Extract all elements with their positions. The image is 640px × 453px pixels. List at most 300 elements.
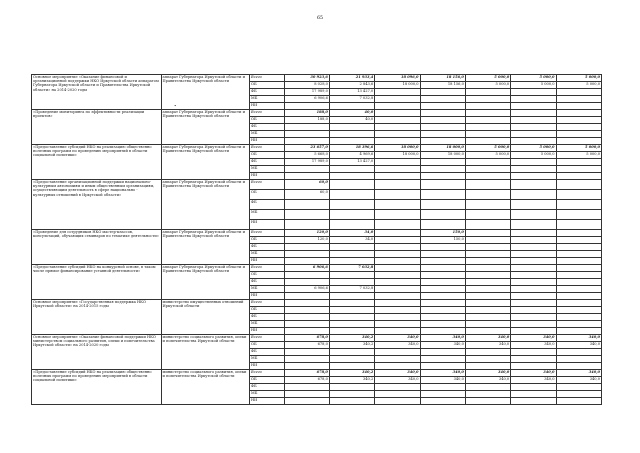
funding-source-cell: МБ <box>250 166 285 173</box>
amount-cell <box>329 138 374 145</box>
amount-cell <box>375 220 420 230</box>
amount-cell <box>465 96 510 103</box>
amount-cell <box>284 279 329 286</box>
amount-cell <box>465 356 510 363</box>
amount-cell <box>465 210 510 220</box>
amount-cell <box>511 230 556 237</box>
amount-cell <box>465 286 510 293</box>
amount-cell: 5 000,0 <box>465 82 510 89</box>
amount-cell: 23 657,0 <box>284 145 329 152</box>
amount-cell <box>556 384 601 391</box>
amount-cell <box>375 307 420 314</box>
amount-cell <box>375 103 420 110</box>
amount-cell <box>420 328 465 335</box>
page-number: 65 <box>316 16 324 21</box>
activity-name-cell: Основное мероприятие «Оказание финансовой и организационной поддержки НКО Иркутской области аппаратом Губернатора Иркутской области и Правительства Иркутской области» на 2014-2020 годы <box>32 75 162 110</box>
amount-cell <box>420 272 465 279</box>
funding-source-cell: ОБ <box>250 377 285 384</box>
amount-cell <box>465 293 510 300</box>
amount-cell <box>511 89 556 96</box>
amount-cell <box>375 124 420 131</box>
amount-cell <box>511 286 556 293</box>
funding-source-cell: ОБ <box>250 190 285 200</box>
amount-cell <box>420 244 465 251</box>
amount-cell: 340,0 <box>556 335 601 342</box>
amount-cell: 18 000,0 <box>375 145 420 152</box>
amount-cell <box>284 363 329 370</box>
amount-cell <box>329 328 374 335</box>
amount-cell <box>465 279 510 286</box>
amount-cell <box>465 384 510 391</box>
amount-cell <box>329 321 374 328</box>
amount-cell: 340,0 <box>511 377 556 384</box>
amount-cell <box>284 124 329 131</box>
amount-cell <box>511 110 556 117</box>
activity-name-cell: «Проведение мониторинга по эффективности реализации проектов» <box>32 110 162 145</box>
amount-cell <box>556 166 601 173</box>
amount-cell <box>511 180 556 190</box>
executor-cell: министерство социального развития, опеки и попечительства Иркутской области <box>161 335 250 370</box>
amount-cell <box>284 391 329 398</box>
amount-cell <box>284 131 329 138</box>
amount-cell <box>329 166 374 173</box>
amount-cell <box>329 103 374 110</box>
amount-cell <box>465 349 510 356</box>
amount-cell: 21 933,4 <box>329 75 374 82</box>
activity-name-cell: «Предоставление организационной поддержки национально-культурным автономиям и иным общественным организациям, осуществляющим деятельность в сфере национально - культурных отношений в Иркутской области» <box>32 180 162 230</box>
amount-cell <box>329 258 374 265</box>
amount-cell <box>420 110 465 117</box>
executor-cell: аппарат Губернатора Иркутской области и Правительства Иркутской области <box>161 75 250 110</box>
amount-cell <box>375 363 420 370</box>
amount-cell: 340,0 <box>465 370 510 377</box>
amount-cell <box>511 220 556 230</box>
amount-cell <box>511 307 556 314</box>
amount-cell <box>511 166 556 173</box>
amount-cell <box>420 103 465 110</box>
amount-cell <box>511 398 556 405</box>
funding-source-cell: МБ <box>250 321 285 328</box>
amount-cell <box>556 244 601 251</box>
amount-cell <box>375 286 420 293</box>
amount-cell: 340,0 <box>420 370 465 377</box>
amount-cell: 18 000,0 <box>375 82 420 89</box>
executor-cell: аппарат Губернатора Иркутской области и Правительства Иркутской области <box>161 265 250 300</box>
amount-cell <box>465 173 510 180</box>
funding-source-cell: ФБ <box>250 244 285 251</box>
amount-cell <box>375 349 420 356</box>
amount-cell <box>329 279 374 286</box>
activity-name-cell: Основное мероприятие «Оказание финансовой поддержки НКО министерством социального развития, опеки и попечительства Иркутской области» на 2014-2020 годы <box>32 335 162 370</box>
amount-cell: 5 000,0 <box>465 75 510 82</box>
amount-cell <box>375 110 420 117</box>
amount-cell: 5 000,0 <box>511 82 556 89</box>
amount-cell <box>375 180 420 190</box>
amount-cell <box>511 293 556 300</box>
amount-cell <box>375 258 420 265</box>
amount-cell: 18 156,0 <box>420 82 465 89</box>
amount-cell: 34,0 <box>329 230 374 237</box>
amount-cell: 40,0 <box>329 117 374 124</box>
amount-cell <box>420 265 465 272</box>
amount-cell <box>329 190 374 200</box>
amount-cell: 5 668,0 <box>284 152 329 159</box>
amount-cell: 678,0 <box>284 377 329 384</box>
amount-cell <box>465 272 510 279</box>
amount-cell <box>329 391 374 398</box>
amount-cell: 340,0 <box>375 370 420 377</box>
amount-cell <box>556 286 601 293</box>
funding-source-cell: НИ <box>250 328 285 335</box>
amount-cell <box>556 328 601 335</box>
amount-cell <box>556 103 601 110</box>
amount-cell: 340,0 <box>420 335 465 342</box>
executor-cell: аппарат Губернатора Иркутской области и Правительства Иркутской области <box>161 110 250 145</box>
funding-source-cell: Всего <box>250 300 285 307</box>
amount-cell: 120,0 <box>284 230 329 237</box>
funding-source-cell: НИ <box>250 363 285 370</box>
amount-cell <box>420 190 465 200</box>
funding-source-cell: Всего <box>250 370 285 377</box>
amount-cell <box>329 251 374 258</box>
amount-cell <box>420 138 465 145</box>
amount-cell <box>556 307 601 314</box>
funding-source-cell: МБ <box>250 131 285 138</box>
amount-cell <box>511 265 556 272</box>
amount-cell: 18 156,0 <box>420 75 465 82</box>
amount-cell <box>329 384 374 391</box>
amount-cell: 5 000,0 <box>556 82 601 89</box>
amount-cell <box>420 258 465 265</box>
amount-cell <box>284 349 329 356</box>
funding-source-cell: ОБ <box>250 82 285 89</box>
amount-cell <box>556 300 601 307</box>
executor-cell: аппарат Губернатора Иркутской области и Правительства Иркутской области <box>161 145 250 180</box>
funding-source-cell: ФБ <box>250 279 285 286</box>
funding-source-cell: Всего <box>250 265 285 272</box>
amount-cell <box>511 328 556 335</box>
amount-cell <box>329 314 374 321</box>
amount-cell <box>511 237 556 244</box>
amount-cell <box>556 398 601 405</box>
amount-cell <box>511 321 556 328</box>
amount-cell <box>511 159 556 166</box>
amount-cell <box>511 251 556 258</box>
amount-cell <box>329 349 374 356</box>
amount-cell <box>329 356 374 363</box>
amount-cell <box>465 230 510 237</box>
amount-cell <box>556 96 601 103</box>
amount-cell <box>284 166 329 173</box>
amount-cell <box>329 363 374 370</box>
amount-cell: 340,0 <box>511 342 556 349</box>
amount-cell: 340,0 <box>556 370 601 377</box>
funding-source-cell: МБ <box>250 356 285 363</box>
amount-cell <box>556 190 601 200</box>
amount-cell <box>556 124 601 131</box>
amount-cell <box>465 138 510 145</box>
amount-cell: 7 032,8 <box>329 265 374 272</box>
amount-cell <box>511 356 556 363</box>
amount-cell: 340,0 <box>420 342 465 349</box>
amount-cell <box>465 110 510 117</box>
executor-cell: министерство социального развития, опеки и попечительства Иркутской области <box>161 370 250 405</box>
amount-cell <box>556 180 601 190</box>
amount-cell: 340,2 <box>329 342 374 349</box>
amount-cell <box>420 307 465 314</box>
amount-cell <box>465 398 510 405</box>
table-row <box>32 180 602 190</box>
amount-cell <box>329 307 374 314</box>
funding-source-cell: НИ <box>250 293 285 300</box>
amount-cell <box>556 110 601 117</box>
amount-cell <box>375 279 420 286</box>
amount-cell: 6 906,6 <box>284 265 329 272</box>
table-row <box>32 230 602 237</box>
amount-cell <box>465 300 510 307</box>
amount-cell <box>375 265 420 272</box>
amount-cell <box>375 384 420 391</box>
amount-cell: 17 989,0 <box>284 89 329 96</box>
amount-cell: 18 000,0 <box>420 145 465 152</box>
amount-cell <box>511 314 556 321</box>
amount-cell: 678,0 <box>284 335 329 342</box>
amount-cell <box>375 96 420 103</box>
amount-cell <box>420 166 465 173</box>
amount-cell <box>329 300 374 307</box>
amount-cell <box>329 124 374 131</box>
amount-cell <box>329 272 374 279</box>
amount-cell <box>375 200 420 210</box>
executor-cell: аппарат Губернатора Иркутской области и Правительства Иркутской области <box>161 230 250 265</box>
amount-cell <box>556 279 601 286</box>
amount-cell <box>420 89 465 96</box>
funding-source-cell: МБ <box>250 210 285 220</box>
funding-source-cell: Всего <box>250 75 285 82</box>
amount-cell <box>465 258 510 265</box>
amount-cell <box>284 138 329 145</box>
amount-cell <box>329 210 374 220</box>
amount-cell <box>420 124 465 131</box>
amount-cell: 120,0 <box>284 237 329 244</box>
funding-source-cell: МБ <box>250 391 285 398</box>
amount-cell <box>465 124 510 131</box>
amount-cell <box>465 190 510 200</box>
amount-cell <box>329 220 374 230</box>
amount-cell: 340,2 <box>329 335 374 342</box>
funding-source-cell: ФБ <box>250 159 285 166</box>
funding-source-cell: ФБ <box>250 89 285 96</box>
amount-cell <box>284 356 329 363</box>
amount-cell <box>375 131 420 138</box>
amount-cell <box>284 173 329 180</box>
amount-cell <box>556 363 601 370</box>
amount-cell <box>465 103 510 110</box>
amount-cell <box>329 200 374 210</box>
amount-cell <box>420 117 465 124</box>
amount-cell <box>284 328 329 335</box>
amount-cell <box>465 391 510 398</box>
amount-cell: 30 923,6 <box>284 75 329 82</box>
budget-table <box>31 74 602 405</box>
table-row <box>32 300 602 307</box>
amount-cell <box>556 210 601 220</box>
activity-name-cell: «Предоставление субсидий НКО на реализацию общественно полезных программ по проведению мероприятий в области социальной политики» <box>32 370 162 405</box>
funding-source-cell: Всего <box>250 335 285 342</box>
amount-cell <box>511 244 556 251</box>
amount-cell <box>420 356 465 363</box>
amount-cell: 150,0 <box>420 230 465 237</box>
amount-cell <box>465 328 510 335</box>
amount-cell <box>375 190 420 200</box>
amount-cell <box>284 293 329 300</box>
funding-source-cell: ФБ <box>250 124 285 131</box>
amount-cell <box>420 173 465 180</box>
amount-cell <box>375 244 420 251</box>
amount-cell <box>465 251 510 258</box>
amount-cell <box>556 251 601 258</box>
amount-cell: 340,0 <box>465 342 510 349</box>
activity-name-cell: «Проведение для сотрудников НКО мастер-классов, консультаций, обучающих семинаров по тематике деятельности» <box>32 230 162 265</box>
amount-cell <box>420 159 465 166</box>
amount-cell <box>420 210 465 220</box>
funding-source-cell: Всего <box>250 110 285 117</box>
funding-source-cell: ФБ <box>250 384 285 391</box>
amount-cell: 18 000,0 <box>375 152 420 159</box>
amount-cell <box>375 230 420 237</box>
amount-cell <box>375 314 420 321</box>
amount-cell: 5 000,0 <box>465 152 510 159</box>
amount-cell <box>420 391 465 398</box>
table-row <box>32 335 602 342</box>
amount-cell <box>511 200 556 210</box>
table-row <box>32 145 602 152</box>
amount-cell <box>511 124 556 131</box>
amount-cell <box>420 321 465 328</box>
amount-cell <box>556 258 601 265</box>
amount-cell <box>375 398 420 405</box>
funding-source-cell: МБ <box>250 286 285 293</box>
amount-cell <box>284 314 329 321</box>
amount-cell <box>329 293 374 300</box>
activity-name-cell: «Предоставление субсидий НКО на конкурсной основе, в таком числе прямое финансирование уставной деятельности» <box>32 265 162 300</box>
amount-cell <box>465 159 510 166</box>
table-row <box>32 75 602 82</box>
stray-mark: • <box>174 103 177 108</box>
amount-cell <box>511 349 556 356</box>
amount-cell <box>511 272 556 279</box>
funding-source-cell: Всего <box>250 230 285 237</box>
funding-source-cell: ОБ <box>250 237 285 244</box>
table-row <box>32 110 602 117</box>
amount-cell <box>465 89 510 96</box>
amount-cell <box>556 117 601 124</box>
amount-cell: 340,0 <box>556 377 601 384</box>
amount-cell <box>420 314 465 321</box>
amount-cell <box>511 363 556 370</box>
funding-source-cell: НИ <box>250 173 285 180</box>
amount-cell: 13 427,0 <box>329 89 374 96</box>
executor-cell: министерство имущественных отношений Иркутской области <box>161 300 250 335</box>
funding-source-cell: ФБ <box>250 314 285 321</box>
amount-cell <box>420 286 465 293</box>
amount-cell <box>556 230 601 237</box>
amount-cell: 340,0 <box>375 342 420 349</box>
amount-cell: 5 000,0 <box>556 152 601 159</box>
amount-cell <box>511 258 556 265</box>
amount-cell: 5 000,0 <box>511 152 556 159</box>
amount-cell: 678,0 <box>284 342 329 349</box>
amount-cell <box>556 265 601 272</box>
amount-cell <box>420 363 465 370</box>
amount-cell <box>511 279 556 286</box>
amount-cell <box>556 314 601 321</box>
amount-cell <box>556 237 601 244</box>
amount-cell: 340,0 <box>465 377 510 384</box>
funding-source-cell: НИ <box>250 398 285 405</box>
amount-cell <box>511 384 556 391</box>
amount-cell <box>420 384 465 391</box>
amount-cell <box>465 265 510 272</box>
funding-source-cell: ФБ <box>250 200 285 210</box>
amount-cell: 150,0 <box>420 237 465 244</box>
amount-cell: 340,0 <box>375 377 420 384</box>
amount-cell <box>556 391 601 398</box>
funding-source-cell: МБ <box>250 96 285 103</box>
amount-cell <box>329 180 374 190</box>
amount-cell <box>284 200 329 210</box>
amount-cell <box>465 363 510 370</box>
amount-cell: 60,0 <box>284 190 329 200</box>
amount-cell <box>556 272 601 279</box>
amount-cell: 18 096,0 <box>375 75 420 82</box>
amount-cell <box>556 159 601 166</box>
amount-cell: 340,0 <box>375 335 420 342</box>
amount-cell: 34,0 <box>329 237 374 244</box>
amount-cell <box>329 131 374 138</box>
amount-cell <box>375 321 420 328</box>
amount-cell <box>556 89 601 96</box>
amount-cell <box>465 200 510 210</box>
amount-cell <box>511 96 556 103</box>
amount-cell <box>465 220 510 230</box>
amount-cell: 17 989,0 <box>284 159 329 166</box>
table-row <box>32 370 602 377</box>
amount-cell: 18 396,6 <box>329 145 374 152</box>
amount-cell <box>375 159 420 166</box>
amount-cell <box>465 237 510 244</box>
amount-cell <box>420 398 465 405</box>
amount-cell: 4 969,6 <box>329 152 374 159</box>
amount-cell: 340,2 <box>329 377 374 384</box>
amount-cell <box>511 210 556 220</box>
amount-cell <box>556 321 601 328</box>
amount-cell <box>465 321 510 328</box>
amount-cell <box>511 190 556 200</box>
table-row <box>32 265 602 272</box>
amount-cell: 340,0 <box>420 377 465 384</box>
amount-cell <box>375 138 420 145</box>
funding-source-cell: НИ <box>250 258 285 265</box>
amount-cell <box>375 210 420 220</box>
amount-cell <box>284 103 329 110</box>
amount-cell <box>375 89 420 96</box>
amount-cell <box>556 138 601 145</box>
amount-cell <box>465 307 510 314</box>
amount-cell: 5 000,0 <box>556 145 601 152</box>
amount-cell <box>511 103 556 110</box>
executor-cell: аппарат Губернатора Иркутской области и Правительства Иркутской области <box>161 180 250 230</box>
